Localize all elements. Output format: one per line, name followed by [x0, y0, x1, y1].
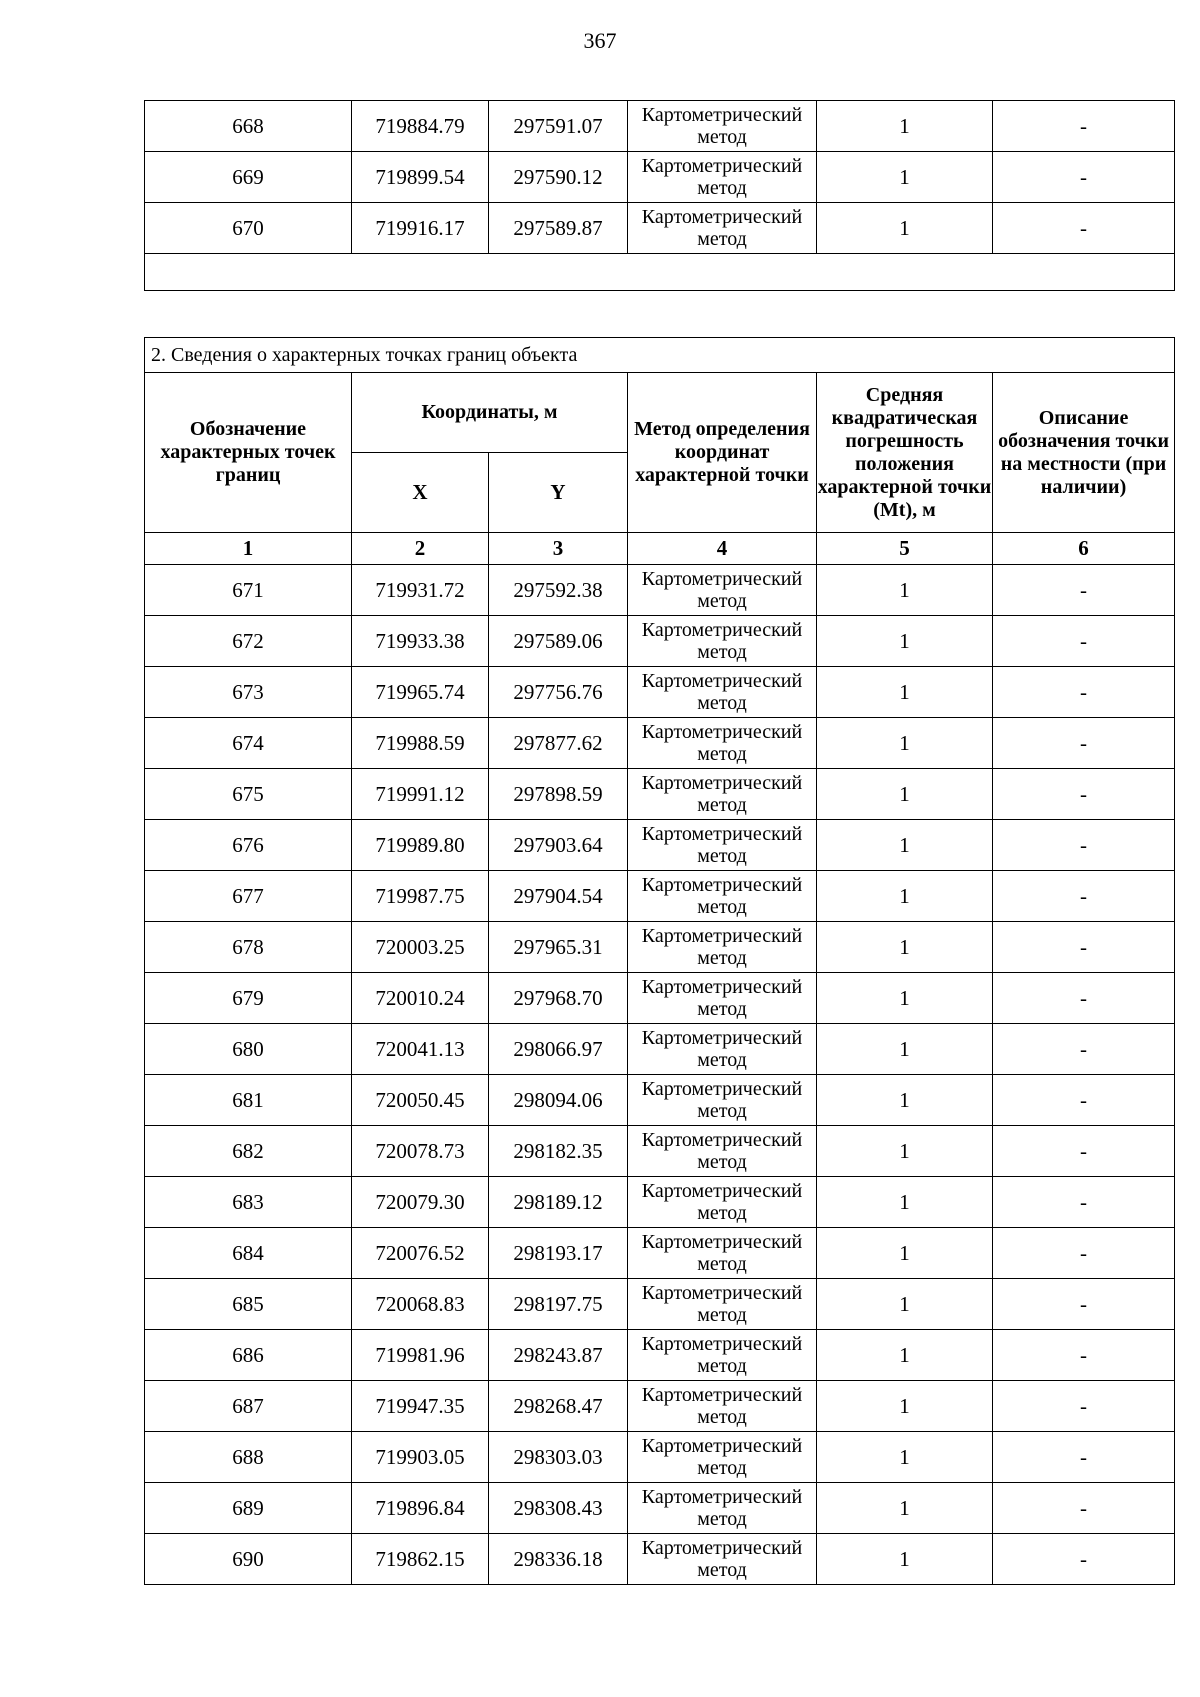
- method-cell: Картометрический метод: [628, 565, 817, 616]
- description-cell: -: [993, 667, 1175, 718]
- y-coordinate-cell: 297591.07: [489, 101, 628, 152]
- y-coordinate-cell: 298303.03: [489, 1432, 628, 1483]
- description-cell: -: [993, 1024, 1175, 1075]
- column-number: 4: [628, 533, 817, 565]
- y-coordinate-cell: 298182.35: [489, 1126, 628, 1177]
- x-coordinate-cell: 719933.38: [352, 616, 489, 667]
- y-coordinate-cell: 298193.17: [489, 1228, 628, 1279]
- empty-cell: [145, 254, 1175, 291]
- x-coordinate-cell: 719989.80: [352, 820, 489, 871]
- method-cell: Картометрический метод: [628, 1483, 817, 1534]
- table-row: [145, 718, 1175, 769]
- point-id-cell: 671: [145, 565, 352, 616]
- method-cell: Картометрический метод: [628, 1381, 817, 1432]
- y-coordinate-cell: 297592.38: [489, 565, 628, 616]
- y-coordinate-cell: 297968.70: [489, 973, 628, 1024]
- method-cell: Картометрический метод: [628, 616, 817, 667]
- method-cell: Картометрический метод: [628, 1279, 817, 1330]
- table-row: [145, 1483, 1175, 1534]
- mean-error-cell: 1: [817, 1483, 993, 1534]
- y-coordinate-cell: 298189.12: [489, 1177, 628, 1228]
- x-coordinate-cell: 719899.54: [352, 152, 489, 203]
- mean-error-cell: 1: [817, 667, 993, 718]
- method-cell: Картометрический метод: [628, 667, 817, 718]
- mean-error-cell: 1: [817, 922, 993, 973]
- description-cell: -: [993, 820, 1175, 871]
- column-number: 2: [352, 533, 489, 565]
- y-coordinate-cell: 298094.06: [489, 1075, 628, 1126]
- x-coordinate-cell: 719991.12: [352, 769, 489, 820]
- column-number: 3: [489, 533, 628, 565]
- mean-error-cell: 1: [817, 616, 993, 667]
- mean-error-cell: 1: [817, 1432, 993, 1483]
- method-cell: Картометрический метод: [628, 973, 817, 1024]
- method-cell: Картометрический метод: [628, 1075, 817, 1126]
- mean-error-cell: 1: [817, 820, 993, 871]
- table-row: [145, 565, 1175, 616]
- y-coordinate-cell: 297756.76: [489, 667, 628, 718]
- description-cell: -: [993, 1432, 1175, 1483]
- method-cell: Картометрический метод: [628, 1177, 817, 1228]
- section-title: 2. Сведения о характерных точках границ объекта: [145, 338, 1175, 373]
- point-id-cell: 690: [145, 1534, 352, 1585]
- description-cell: -: [993, 1177, 1175, 1228]
- point-id-cell: 669: [145, 152, 352, 203]
- point-id-cell: 689: [145, 1483, 352, 1534]
- point-id-cell: 676: [145, 820, 352, 871]
- header-method: Метод определения координат характерной точки: [628, 373, 817, 533]
- header-description: Описание обозначения точки на местности (при наличии): [993, 373, 1175, 533]
- table-row: [145, 1279, 1175, 1330]
- x-coordinate-cell: 719988.59: [352, 718, 489, 769]
- mean-error-cell: 1: [817, 152, 993, 203]
- y-coordinate-cell: 297877.62: [489, 718, 628, 769]
- point-id-cell: 677: [145, 871, 352, 922]
- description-cell: -: [993, 718, 1175, 769]
- table-row: [145, 152, 1175, 203]
- boundary-points-body: [145, 565, 1175, 1585]
- method-cell: Картометрический метод: [628, 922, 817, 973]
- point-id-cell: 683: [145, 1177, 352, 1228]
- point-id-cell: 680: [145, 1024, 352, 1075]
- table-row: [145, 1126, 1175, 1177]
- header-point-designation: Обозначение характерных точек границ: [145, 373, 352, 533]
- table-row: [145, 1075, 1175, 1126]
- table-row: [145, 1534, 1175, 1585]
- x-coordinate-cell: 719896.84: [352, 1483, 489, 1534]
- description-cell: -: [993, 1483, 1175, 1534]
- description-cell: -: [993, 973, 1175, 1024]
- mean-error-cell: 1: [817, 1126, 993, 1177]
- x-coordinate-cell: 720010.24: [352, 973, 489, 1024]
- boundary-points-table: [144, 337, 1175, 1585]
- point-id-cell: 673: [145, 667, 352, 718]
- method-cell: Картометрический метод: [628, 101, 817, 152]
- method-cell: Картометрический метод: [628, 820, 817, 871]
- header-mean-error: Средняя квадратическая погрешность положения характерной точки (Mt), м: [817, 373, 993, 533]
- point-id-cell: 685: [145, 1279, 352, 1330]
- mean-error-cell: 1: [817, 871, 993, 922]
- mean-error-cell: 1: [817, 769, 993, 820]
- method-cell: Картометрический метод: [628, 203, 817, 254]
- y-coordinate-cell: 297589.06: [489, 616, 628, 667]
- method-cell: Картометрический метод: [628, 871, 817, 922]
- method-cell: Картометрический метод: [628, 1228, 817, 1279]
- point-id-cell: 688: [145, 1432, 352, 1483]
- description-cell: -: [993, 1279, 1175, 1330]
- y-coordinate-cell: 297590.12: [489, 152, 628, 203]
- x-coordinate-cell: 720050.45: [352, 1075, 489, 1126]
- description-cell: -: [993, 101, 1175, 152]
- description-cell: -: [993, 1330, 1175, 1381]
- y-coordinate-cell: 298197.75: [489, 1279, 628, 1330]
- table-row: [145, 101, 1175, 152]
- y-coordinate-cell: 297898.59: [489, 769, 628, 820]
- y-coordinate-cell: 298308.43: [489, 1483, 628, 1534]
- x-coordinate-cell: 720079.30: [352, 1177, 489, 1228]
- mean-error-cell: 1: [817, 1381, 993, 1432]
- mean-error-cell: 1: [817, 1024, 993, 1075]
- empty-row: [145, 254, 1175, 291]
- point-id-cell: 672: [145, 616, 352, 667]
- mean-error-cell: 1: [817, 1330, 993, 1381]
- mean-error-cell: 1: [817, 1177, 993, 1228]
- description-cell: -: [993, 616, 1175, 667]
- description-cell: -: [993, 1381, 1175, 1432]
- mean-error-cell: 1: [817, 1075, 993, 1126]
- method-cell: Картометрический метод: [628, 1330, 817, 1381]
- table-row: [145, 667, 1175, 718]
- point-id-cell: 686: [145, 1330, 352, 1381]
- page-number: 367: [583, 28, 617, 53]
- x-coordinate-cell: 719981.96: [352, 1330, 489, 1381]
- x-coordinate-cell: 719987.75: [352, 871, 489, 922]
- y-coordinate-cell: 297965.31: [489, 922, 628, 973]
- y-coordinate-cell: 298336.18: [489, 1534, 628, 1585]
- method-cell: Картометрический метод: [628, 152, 817, 203]
- y-coordinate-cell: 298243.87: [489, 1330, 628, 1381]
- table-row: [145, 1381, 1175, 1432]
- table-row: [145, 871, 1175, 922]
- table-row: [145, 1177, 1175, 1228]
- method-cell: Картометрический метод: [628, 718, 817, 769]
- method-cell: Картометрический метод: [628, 1024, 817, 1075]
- method-cell: Картометрический метод: [628, 1534, 817, 1585]
- description-cell: -: [993, 1075, 1175, 1126]
- x-coordinate-cell: 719916.17: [352, 203, 489, 254]
- x-coordinate-cell: 720076.52: [352, 1228, 489, 1279]
- column-number: 1: [145, 533, 352, 565]
- column-number-row: [145, 533, 1175, 565]
- header-x: X: [352, 453, 489, 533]
- mean-error-cell: 1: [817, 1279, 993, 1330]
- point-id-cell: 682: [145, 1126, 352, 1177]
- x-coordinate-cell: 720078.73: [352, 1126, 489, 1177]
- mean-error-cell: 1: [817, 1534, 993, 1585]
- x-coordinate-cell: 719903.05: [352, 1432, 489, 1483]
- y-coordinate-cell: 297903.64: [489, 820, 628, 871]
- mean-error-cell: 1: [817, 565, 993, 616]
- method-cell: Картометрический метод: [628, 769, 817, 820]
- column-number: 6: [993, 533, 1175, 565]
- table-row: [145, 922, 1175, 973]
- description-cell: -: [993, 769, 1175, 820]
- point-id-cell: 675: [145, 769, 352, 820]
- method-cell: Картометрический метод: [628, 1432, 817, 1483]
- table-row: [145, 203, 1175, 254]
- table-row: [145, 769, 1175, 820]
- table-row: [145, 1024, 1175, 1075]
- description-cell: -: [993, 1126, 1175, 1177]
- point-id-cell: 679: [145, 973, 352, 1024]
- x-coordinate-cell: 720041.13: [352, 1024, 489, 1075]
- point-id-cell: 668: [145, 101, 352, 152]
- description-cell: -: [993, 203, 1175, 254]
- mean-error-cell: 1: [817, 101, 993, 152]
- table-row: [145, 820, 1175, 871]
- description-cell: -: [993, 152, 1175, 203]
- y-coordinate-cell: 297904.54: [489, 871, 628, 922]
- continued-coordinates-table: [144, 100, 1175, 291]
- table-row: [145, 1228, 1175, 1279]
- point-id-cell: 674: [145, 718, 352, 769]
- x-coordinate-cell: 720068.83: [352, 1279, 489, 1330]
- mean-error-cell: 1: [817, 203, 993, 254]
- table-row: [145, 616, 1175, 667]
- y-coordinate-cell: 298066.97: [489, 1024, 628, 1075]
- mean-error-cell: 1: [817, 973, 993, 1024]
- x-coordinate-cell: 719947.35: [352, 1381, 489, 1432]
- x-coordinate-cell: 719884.79: [352, 101, 489, 152]
- description-cell: -: [993, 871, 1175, 922]
- x-coordinate-cell: 719862.15: [352, 1534, 489, 1585]
- y-coordinate-cell: 298268.47: [489, 1381, 628, 1432]
- continued-table-body: [145, 101, 1175, 254]
- point-id-cell: 670: [145, 203, 352, 254]
- x-coordinate-cell: 720003.25: [352, 922, 489, 973]
- table-row: [145, 973, 1175, 1024]
- table-row: [145, 1330, 1175, 1381]
- point-id-cell: 681: [145, 1075, 352, 1126]
- description-cell: -: [993, 1228, 1175, 1279]
- description-cell: -: [993, 1534, 1175, 1585]
- description-cell: -: [993, 922, 1175, 973]
- column-number: 5: [817, 533, 993, 565]
- header-y: Y: [489, 453, 628, 533]
- point-id-cell: 684: [145, 1228, 352, 1279]
- point-id-cell: 687: [145, 1381, 352, 1432]
- x-coordinate-cell: 719965.74: [352, 667, 489, 718]
- table-row: [145, 1432, 1175, 1483]
- mean-error-cell: 1: [817, 718, 993, 769]
- mean-error-cell: 1: [817, 1228, 993, 1279]
- method-cell: Картометрический метод: [628, 1126, 817, 1177]
- point-id-cell: 678: [145, 922, 352, 973]
- description-cell: -: [993, 565, 1175, 616]
- header-coordinates: Координаты, м: [352, 373, 628, 453]
- y-coordinate-cell: 297589.87: [489, 203, 628, 254]
- x-coordinate-cell: 719931.72: [352, 565, 489, 616]
